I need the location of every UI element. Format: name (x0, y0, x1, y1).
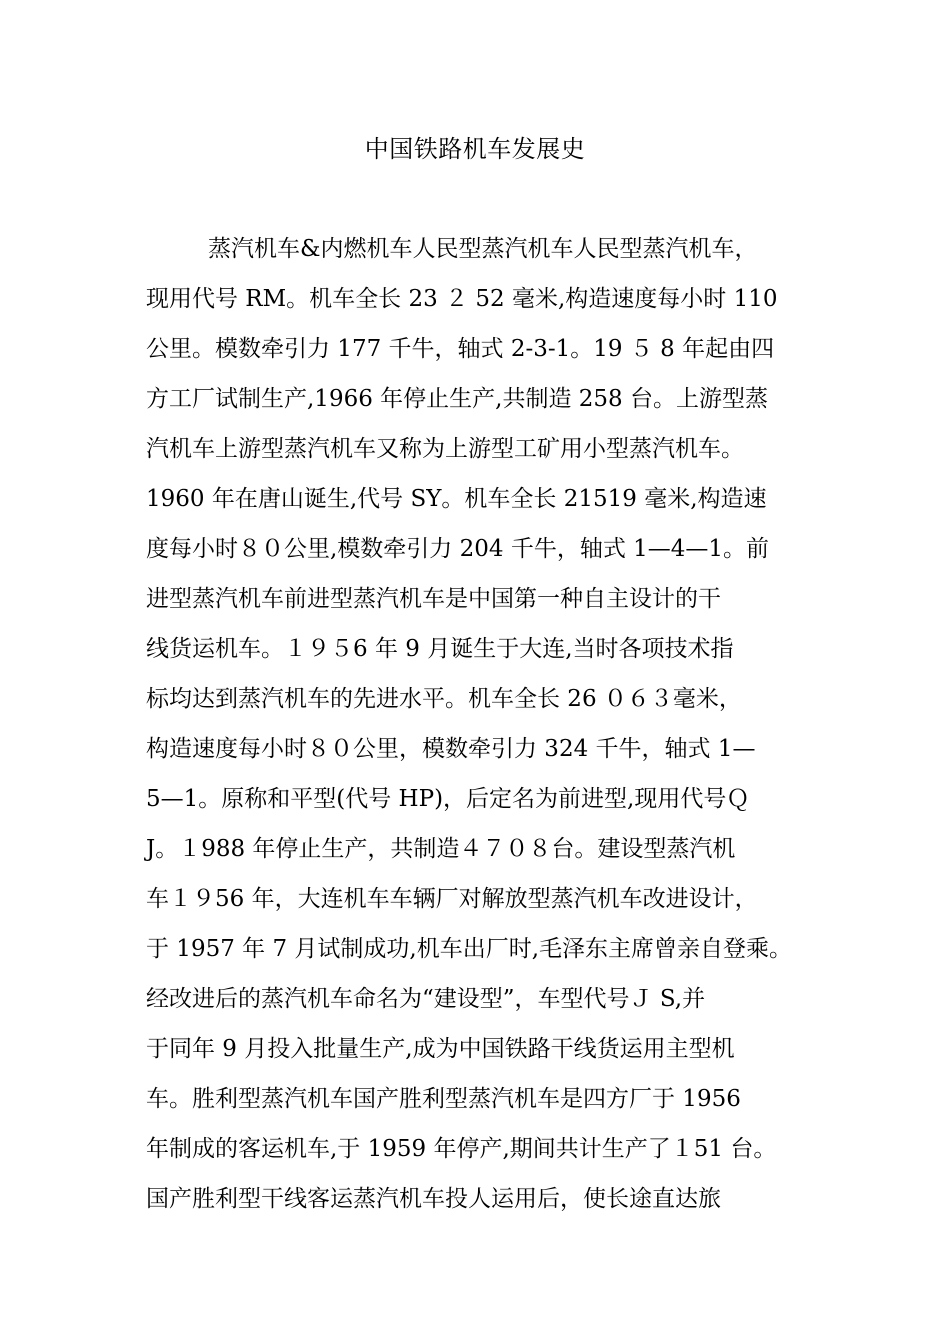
text-line: 构造速度每小时８０公里，模数牵引力 324 千牛，轴式 1— (146, 736, 756, 762)
document-title: 中国铁路机车发展史 (364, 135, 586, 163)
text-line: 方工厂试制生产,1966 年停止生产,共制造 258 台。上游型蒸 (146, 386, 768, 412)
text-line: 现用代号 RM。机车全长 23 ２ 52 毫米,构造速度每小时 110 (146, 286, 778, 312)
text-line: 经改进后的蒸汽机车命名为“建设型”，车型代号Ｊ S,并 (146, 986, 706, 1012)
text-line: 年制成的客运机车,于 1959 年停产,期间共计生产了１51 台。 (146, 1136, 777, 1162)
body-paragraph (146, 224, 846, 1224)
text-line: 国产胜利型干线客运蒸汽机车投人运用后，使长途直达旅 (146, 1186, 721, 1212)
text-line: 5—1。原称和平型(代号 HP)，后定名为前进型,现用代号Ｑ (146, 786, 750, 812)
text-line: 车１９56 年，大连机车车辆厂对解放型蒸汽机车改进设计， (146, 886, 758, 912)
text-line: 公里。模数牵引力 177 千牛，轴式 2-3-1。19 ５ 8 年起由四 (146, 336, 775, 362)
text-line: 线货运机车。１９５6 年 9 月诞生于大连,当时各项技术指 (146, 636, 734, 662)
text-line: 度每小时８０公里,模数牵引力 204 千牛，轴式 1—4—1。前 (146, 536, 770, 562)
text-line: J。１988 年停止生产，共制造４７０８台。建设型蒸汽机 (146, 836, 736, 862)
text-line: 蒸汽机车&内燃机车人民型蒸汽机车人民型蒸汽机车， (208, 236, 758, 262)
text-line: 汽机车上游型蒸汽机车又称为上游型工矿用小型蒸汽机车。 (146, 436, 744, 462)
text-line: 于同年 9 月投入批量生产,成为中国铁路干线货运用主型机 (146, 1036, 735, 1062)
text-line: 进型蒸汽机车前进型蒸汽机车是中国第一种自主设计的干 (146, 586, 721, 612)
text-line: 标均达到蒸汽机车的先进水平。机车全长 26 ０６３毫米， (146, 686, 742, 712)
text-line: 1960 年在唐山诞生,代号 SY。机车全长 21519 毫米,构造速 (146, 486, 767, 512)
text-line: 于 1957 年 7 月试制成功,机车出厂时,毛泽东主席曾亲自登乘。 (146, 936, 793, 962)
text-line: 车。胜利型蒸汽机车国产胜利型蒸汽机车是四方厂于 1956 (146, 1086, 741, 1112)
